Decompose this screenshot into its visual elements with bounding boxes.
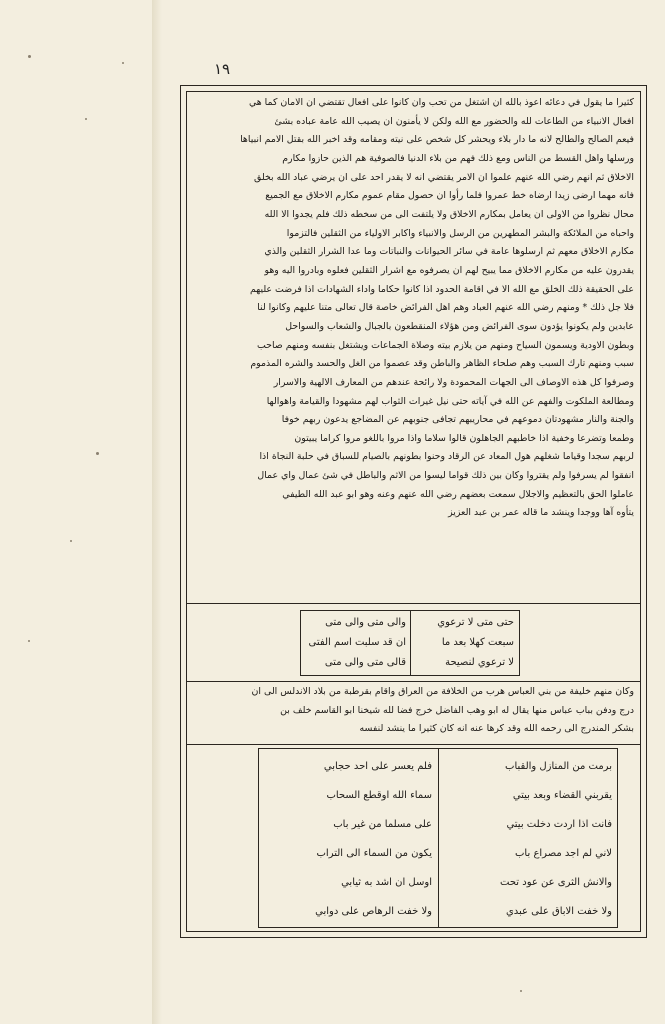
verse-line: برمت من المنازل والقباب bbox=[505, 761, 612, 772]
verse-line: والانش الثرى عن عود تحت bbox=[500, 877, 612, 888]
verse-line: فانت اذا اردت دخلت بيتي bbox=[506, 819, 612, 830]
text-line: فانه مهما ارضى زيدا ارضاه خط عمروا فلما رأوا ان حصول مقام عموم مكارم الاخلاق مع الجميع bbox=[265, 190, 634, 202]
margin-speck bbox=[122, 62, 124, 64]
middle-text-block bbox=[194, 683, 634, 739]
text-line: على الحقيقة ذلك الخلق مع الله الا في اقامة الحدود اذا كانوا حكاما واداء الشهادات اذا فرضت عليهم bbox=[249, 283, 634, 295]
verse-line: سماء الله اوقطع السحاب bbox=[326, 790, 432, 801]
text-line: مكارم الاخلاق معهم ثم ارسلوها عامة في سائر الحيوانات والنباتات وما عدا الشرار الثقلين والذي bbox=[264, 246, 634, 258]
margin-speck bbox=[28, 640, 30, 642]
text-line: فلا جل ذلك * ومنهم رضي الله عنهم العباد وهم اهل الفرائض خاصة قال تعالى متنا عليهم وكانوا لنا bbox=[257, 302, 634, 314]
verse-line: يقربني القضاء وبعد بيتي bbox=[512, 790, 612, 801]
text-line: عاملوا الحق بالتعظيم والاجلال سمعت بعضهم رضي الله عنهم وعنه وهو ابو عبد الله الطيفي bbox=[282, 488, 634, 500]
text-line: وكان منهم خليفة من بني العباس هرب من الخلافة من العراق واقام بقرطبة من بلاد الاندلس الى ان bbox=[251, 686, 634, 697]
text-line: ومطالعة الملكوت والفهم عن الله في آياته حتى نيل غيرات الثواب لهم مشهودا والقيامة واهوالها bbox=[266, 395, 634, 407]
text-line: يقدرون عليه من مكارم الاخلاق مما يبيح لهم ان يصرفوه مع اشرار الثقلين فعلوه وبادروا اليه وهو bbox=[264, 264, 634, 276]
text-line: درج ودفن بباب عباس منها يقال له ابو وهب الفاضل خرج فضا لله شيخنا ابو القاسم خلف بن bbox=[280, 704, 634, 716]
poem2-right-hemistichs bbox=[444, 752, 612, 926]
text-line: فيعم الصالح والطالح لانه ما دار بلاء ويحشر كل شخص على نيته ومقامه وقد اخبر الله بقتل الامم انبياها bbox=[240, 134, 634, 146]
poem1-left-hemistichs bbox=[306, 613, 406, 673]
margin-speck bbox=[96, 452, 99, 455]
verse-line: سبعت كهلا بعد ما bbox=[441, 637, 514, 648]
verse-line: اوسل ان اشد به ثيابي bbox=[341, 877, 432, 888]
section-rule bbox=[186, 681, 641, 682]
section-rule bbox=[186, 603, 641, 604]
text-line: محال نظروا من الاولى ان يعامل بمكارم الاخلاق ولا يلتفت الى من سخطه ذلك فلم يجدوا الا الله bbox=[264, 208, 634, 220]
section-rule bbox=[186, 744, 641, 745]
margin-speck bbox=[85, 118, 87, 120]
verse-line: فلم يعسر على احد حجابي bbox=[323, 761, 432, 772]
text-line: كثيرا ما يقول في دعائه اعوذ بالله ان اشتغل من تحب وان كانوا على افعال تقتضي ان الامان كما هي bbox=[248, 97, 634, 108]
poem-divider bbox=[438, 748, 439, 928]
verse-line: ولا خفت الرهاص على دوابي bbox=[315, 906, 432, 917]
verse-line: حتى متى لا ترعوي bbox=[437, 617, 514, 628]
verse-line: ولا خفت الاباق على عبدي bbox=[505, 906, 612, 917]
text-line: وبطون الاودية ويسمون السياح ومنهم من يلازم بيته وصلاة الجماعات ويشتغل بنفسه ومنهم صاحب bbox=[256, 339, 634, 351]
text-line: لربهم سجدا وقياما شغلهم هول المعاد عن الرقاد وحنوا بطونهم بالصيام للسباق في حلبة النجاة اذا bbox=[259, 451, 634, 463]
text-line: يتأوه آها ووجدا وينشد ما قاله عمر بن عبد العزيز bbox=[448, 507, 634, 519]
text-line: الاخلاق ثم انهم رضي الله عنهم علموا ان الامر يقتضي انه لا يقدر احد على ان يرضي عباد الله بخلق bbox=[254, 171, 634, 183]
verse-line: لاني لم اجد مصراع باب bbox=[515, 848, 612, 859]
text-line: وصرفوا كل هذه الاوصاف الى الجهات المحمودة ولا رائحة عندهم من المعارف الالهية والاسرار bbox=[273, 376, 634, 388]
verse-line: على مسلما من غير باب bbox=[333, 819, 432, 830]
margin-speck bbox=[520, 990, 522, 992]
page-gutter bbox=[152, 0, 162, 1024]
text-line: سبب ومنهم تارك السبب وهم صلحاء الظاهر والباطن وقد عصموا من الغل والحسد والشره المذموم bbox=[250, 358, 634, 370]
verse-line: والى متى والى متى bbox=[325, 617, 406, 628]
text-line: والجنة والنار مشهودتان دموعهم في محاريبهم تجافى جنوبهم عن المضاجع يدعون ربهم خوفا bbox=[281, 414, 634, 426]
text-line: عابدين ولم يكونوا يؤدون سوى الفرائض ومن هؤلاء المنقطعون بالجبال والشعاب والسواحل bbox=[285, 320, 634, 332]
verse-line: لا ترعوي لنصيحة bbox=[445, 657, 514, 668]
text-line: افعال الانبياء من الطاعات لله والحضور مع الله ولكن لا يأمنون ان يصيب الله عامة عباده بشئ bbox=[274, 115, 634, 127]
text-line: بشكر المندرج الى رحمه الله وقد كرها عنه انه كان كثيرا ما ينشد لنفسه bbox=[359, 723, 634, 735]
verse-line: يكون من السماء الى التراب bbox=[316, 848, 432, 859]
poem-divider bbox=[410, 610, 411, 676]
text-line: وطمعا وتضرعا وخفية اذا خاطبهم الجاهلون قالوا سلاما واذا مروا باللغو مروا كراما يبيتون bbox=[294, 432, 634, 444]
text-line: واحباه من الملائكة والبشر المطهرين من الرسل والانبياء واكابر الاولياء من الثقلين فالتزموا bbox=[286, 227, 634, 239]
verse-line: قالى متى والى متى bbox=[324, 657, 406, 668]
margin-speck bbox=[28, 55, 31, 58]
text-line: ورسلها واهل القسط من الناس ومع ذلك فهم من بلاء الدنيا فالصوفية هم الذين حازوا مكارم bbox=[282, 152, 634, 164]
main-text-block bbox=[194, 94, 634, 523]
poem2-left-hemistichs bbox=[264, 752, 432, 926]
text-line: انفقوا لم يسرفوا ولم يقتروا وكان بين ذلك قواما ليسوا من الاثم والباطل في شئ عمال واي عمال bbox=[257, 470, 634, 482]
margin-speck bbox=[70, 540, 72, 542]
verse-line: ان قد سلبت اسم الفتى bbox=[308, 637, 406, 648]
folio-number: ١٩ bbox=[214, 60, 231, 78]
poem1-right-hemistichs bbox=[414, 613, 514, 673]
